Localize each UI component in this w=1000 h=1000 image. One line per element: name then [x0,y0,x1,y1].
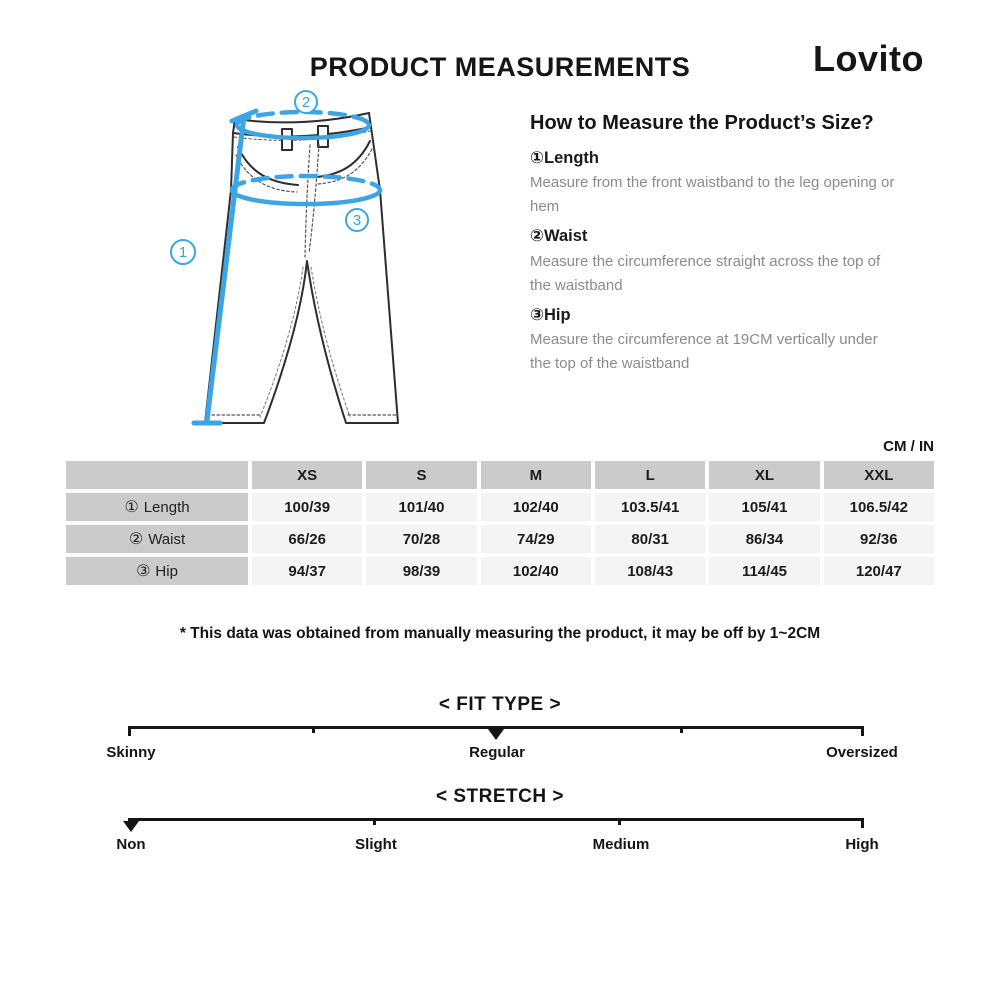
unit-label: CM / IN [883,438,934,455]
callout-3 [346,209,368,231]
hip-measure-ellipse [232,176,380,204]
measure-item-hip-title: ③Hip [530,305,571,324]
column-header-s: S [366,461,476,489]
disclaimer-note: * This data was obtained from manually measuring the product, it may be off by 1~2CM [179,625,821,642]
length-measure-line [194,111,256,423]
stretch-label-medium: Medium [592,836,650,853]
table-cell: 100/39 [252,493,362,521]
table-cell: 108/43 [595,557,705,585]
page-title: PRODUCT MEASUREMENTS [309,52,691,82]
table-cell: 102/40 [481,493,591,521]
stretch-label-non: Non [116,836,146,853]
measurements-table [66,461,934,585]
fit-scale-tick [861,726,864,736]
measure-item-length-desc: Measure from the front waistband to the leg opening or hem [530,174,895,216]
pants-outline [205,113,398,423]
callout-2-number: 2 [301,94,311,111]
table-cell: 80/31 [595,525,705,553]
stretch-scale-tick [861,818,864,828]
table-cell: 66/26 [252,525,362,553]
fit-type-scale-line [128,726,864,729]
table-cell: 98/39 [366,557,476,585]
table-cell: 94/37 [252,557,362,585]
table-corner-cell [66,461,248,489]
column-header-l: L [595,461,705,489]
fit-label-regular: Regular [469,744,525,761]
how-to-measure-section [530,112,940,382]
measurement-overlays [171,91,380,423]
stretch-scale-tick [373,818,376,825]
stretch-scale-tick [618,818,621,825]
measure-item-waist-title: ②Waist [530,227,588,246]
row-header-length: ① Length [66,493,248,521]
fit-label-oversized: Oversized [826,744,898,761]
table-cell: 114/45 [709,557,819,585]
stretch-scale-marker [123,821,139,832]
fit-scale-tick [312,726,315,733]
table-cell: 102/40 [481,557,591,585]
stretch-label-high: High [845,836,879,853]
stretch-scale-line [128,818,864,821]
stretch-title: < STRETCH > [436,786,564,807]
measure-item-waist-desc: Measure the circumference straight across the top of the waistband [530,252,881,294]
how-to-heading: How to Measure the Product’s Size? [530,112,874,134]
callout-2 [295,91,317,113]
column-header-xxl: XXL [824,461,934,489]
column-header-xs: XS [252,461,362,489]
table-cell: 120/47 [824,557,934,585]
fit-type-title: < FIT TYPE > [438,694,562,715]
callout-1 [171,240,195,264]
column-header-m: M [481,461,591,489]
fit-scale-marker [488,729,504,740]
row-header-waist: ② Waist [66,525,248,553]
table-cell: 105/41 [709,493,819,521]
measure-item-hip-desc: Measure the circumference at 19CM vertically under the top of the waistband [530,330,878,372]
brand-logo: Lovito [813,38,924,79]
table-cell: 101/40 [366,493,476,521]
table-cell: 70/28 [366,525,476,553]
table-cell: 103.5/41 [595,493,705,521]
column-header-xl: XL [709,461,819,489]
row-header-hip: ③ Hip [66,557,248,585]
callout-1-number: 1 [178,244,188,261]
stretch-label-slight: Slight [355,836,397,853]
measure-item-length-title: ①Length [530,149,599,167]
fit-label-skinny: Skinny [106,744,156,761]
fit-scale-tick [128,726,131,736]
table-cell: 74/29 [481,525,591,553]
fit-scale-tick [680,726,683,733]
table-cell: 106.5/42 [824,493,934,521]
table-cell: 92/36 [824,525,934,553]
pants-measurement-diagram [148,85,508,445]
callout-3-number: 3 [352,212,362,229]
table-cell: 86/34 [709,525,819,553]
